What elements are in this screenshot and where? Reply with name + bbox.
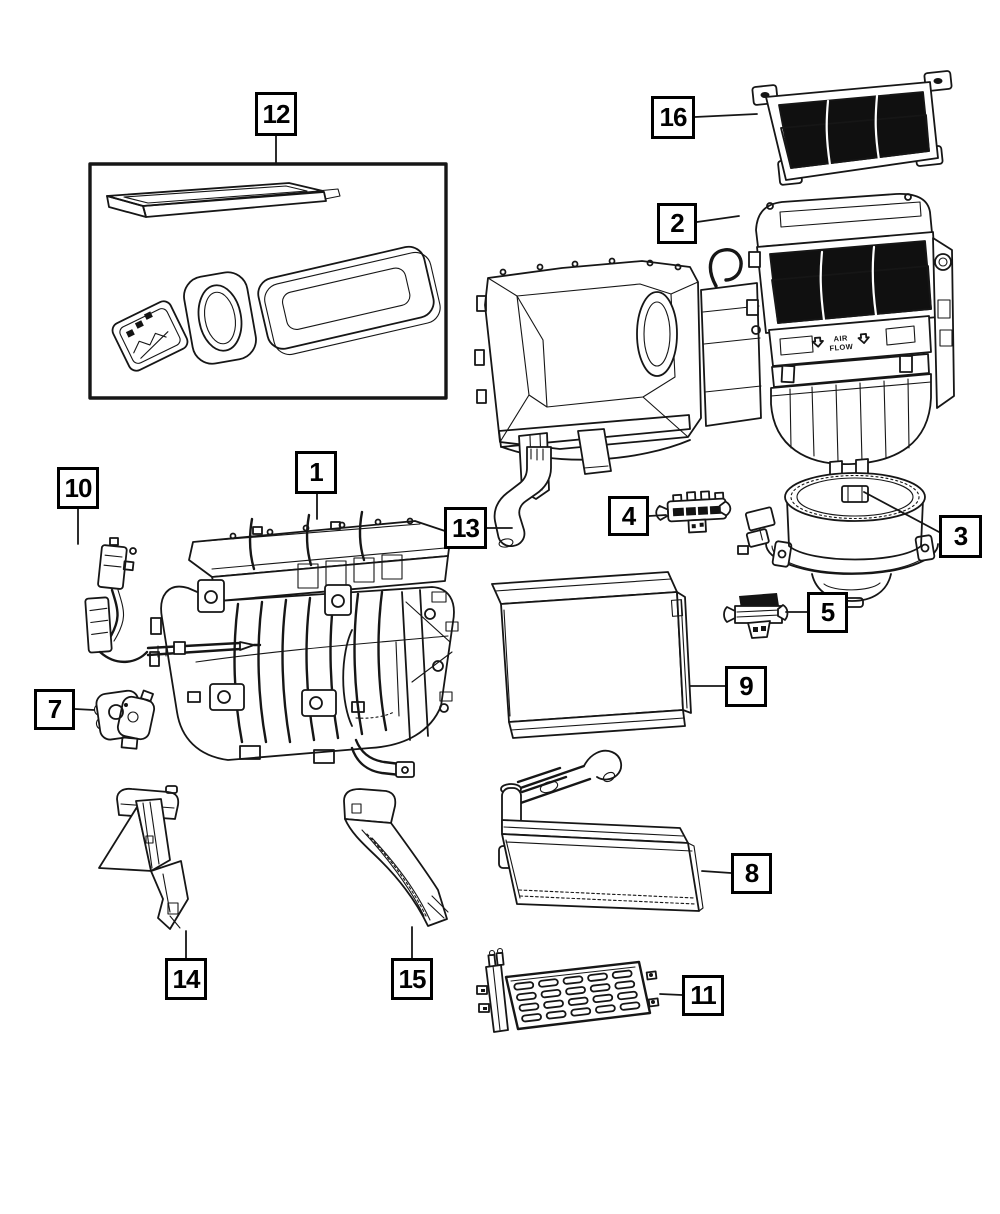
callout-12[interactable] [255,92,297,136]
part-16-screen-drawing [752,71,952,185]
callout-13[interactable] [444,507,487,549]
air-flow-label-line1: AIR [833,333,849,344]
callout-1-label: 1 [309,457,323,487]
callout-7-label: 7 [47,694,62,724]
callout-2-label: 2 [670,208,684,238]
part-4-actuator-drawing [655,490,731,534]
callout-11-label: 11 [690,980,716,1010]
callout-9[interactable] [725,666,767,707]
callout-14[interactable] [165,958,207,1000]
callout-3-label: 3 [953,521,968,551]
part-9-evaporator-drawing [492,572,691,738]
callout-7[interactable] [34,689,75,730]
part-14-housing-cover-drawing [99,786,188,929]
callout-8-label: 8 [744,858,759,888]
callout-3[interactable] [939,515,982,558]
part-12-seal-kit-drawing [90,164,446,398]
callout-15[interactable] [391,958,433,1000]
callout-2[interactable] [657,203,697,244]
air-flow-label-line2: FLOW [829,341,854,353]
callout-16-label: 16 [659,102,687,132]
callout-15-label: 15 [398,963,426,994]
callout-10[interactable] [57,467,99,509]
callout-12-label: 12 [262,98,290,129]
callout-10-label: 10 [64,472,92,503]
part-7-actuator-drawing [92,689,155,748]
callout-14-label: 14 [172,963,200,994]
part-5-resistor-drawing [724,593,787,638]
callout-13-label: 13 [452,512,479,543]
part-11-heater-element-drawing [477,949,658,1033]
callout-16[interactable] [651,96,695,139]
callout-11[interactable] [682,975,724,1016]
callout-4-label: 4 [621,500,636,531]
callout-9-label: 9 [739,671,753,701]
callout-5[interactable] [807,592,848,633]
part-3-blower-motor-drawing [738,473,938,607]
callout-5-label: 5 [820,597,835,627]
part-8-heater-core-drawing [499,751,703,911]
part-15-housing-cover-drawing [344,789,448,926]
callout-4[interactable] [608,496,649,536]
callout-1[interactable] [295,451,337,494]
callout-8[interactable] [731,853,772,894]
